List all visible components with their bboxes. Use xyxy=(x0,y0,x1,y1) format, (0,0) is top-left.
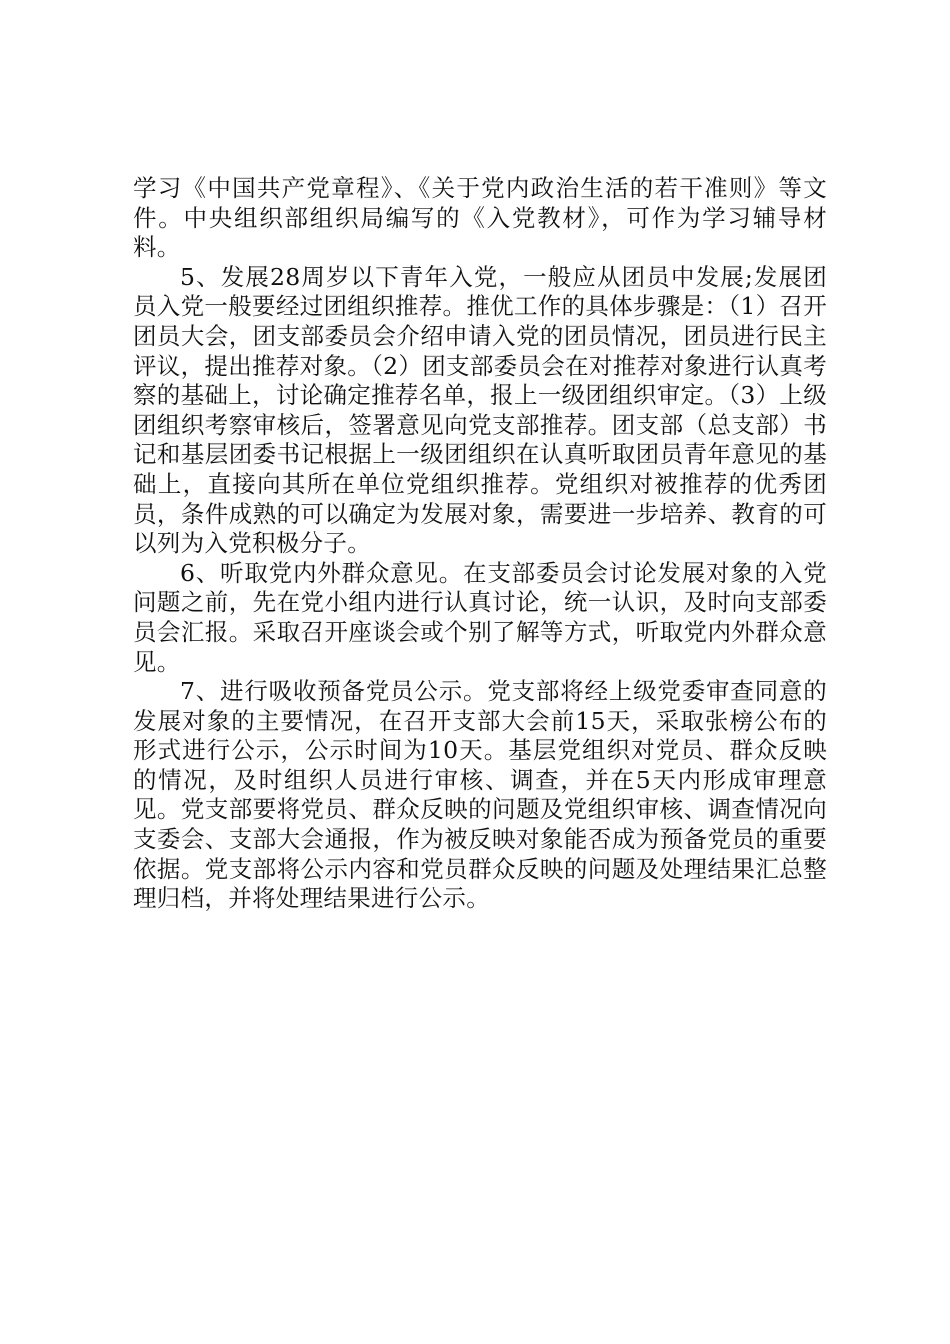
paragraph-item-7-public-notice: 7、进行吸收预备党员公示。党支部将经上级党委审查同意的发展对象的主要情况，在召开支部大会前15天，采取张榜公布的形式进行公示，公示时间为10天。基层党组织对党员、群众反映的情况，及时组织人员进行审核、调查，并在5天内形成审理意见。党支部要将党员、群众反映的问题及党组织审核、调查情况向支委会、支部大会通报，作为被反映对象能否成为预备党员的重要依据。党支部将公示内容和党员群众反映的问题及处理结果汇总整理归档，并将处理结果进行公示。 xyxy=(133,677,827,913)
document-body xyxy=(133,174,827,914)
paragraph-item-6-public-opinion: 6、听取党内外群众意见。在支部委员会讨论发展对象的入党问题之前，先在党小组内进行认真讨论，统一认识，及时向支部委员会汇报。采取召开座谈会或个别了解等方式，听取党内外群众意见。 xyxy=(133,558,827,676)
paragraph-item-5-youth-recommendation: 5、发展28周岁以下青年入党，一般应从团员中发展;发展团员入党一般要经过团组织推荐。推优工作的具体步骤是：（1）召开团员大会，团支部委员会介绍申请入党的团员情况，团员进行民主评议，提出推荐对象。（2）团支部委员会在对推荐对象进行认真考察的基础上，讨论确定推荐名单，报上一级团组织审定。（3）上级团组织考察审核后，签署意见向党支部推荐。团支部（总支部）书记和基层团委书记根据上一级团组织在认真听取团员青年意见的基础上，直接向其所在单位党组织推荐。党组织对被推荐的优秀团员，条件成熟的可以确定为发展对象，需要进一步培养、教育的可以列为入党积极分子。 xyxy=(133,262,827,558)
paragraph-study-materials: 学习《中国共产党章程》、《关于党内政治生活的若干准则》等文件。中央组织部组织局编写的《入党教材》，可作为学习辅导材料。 xyxy=(133,174,827,262)
